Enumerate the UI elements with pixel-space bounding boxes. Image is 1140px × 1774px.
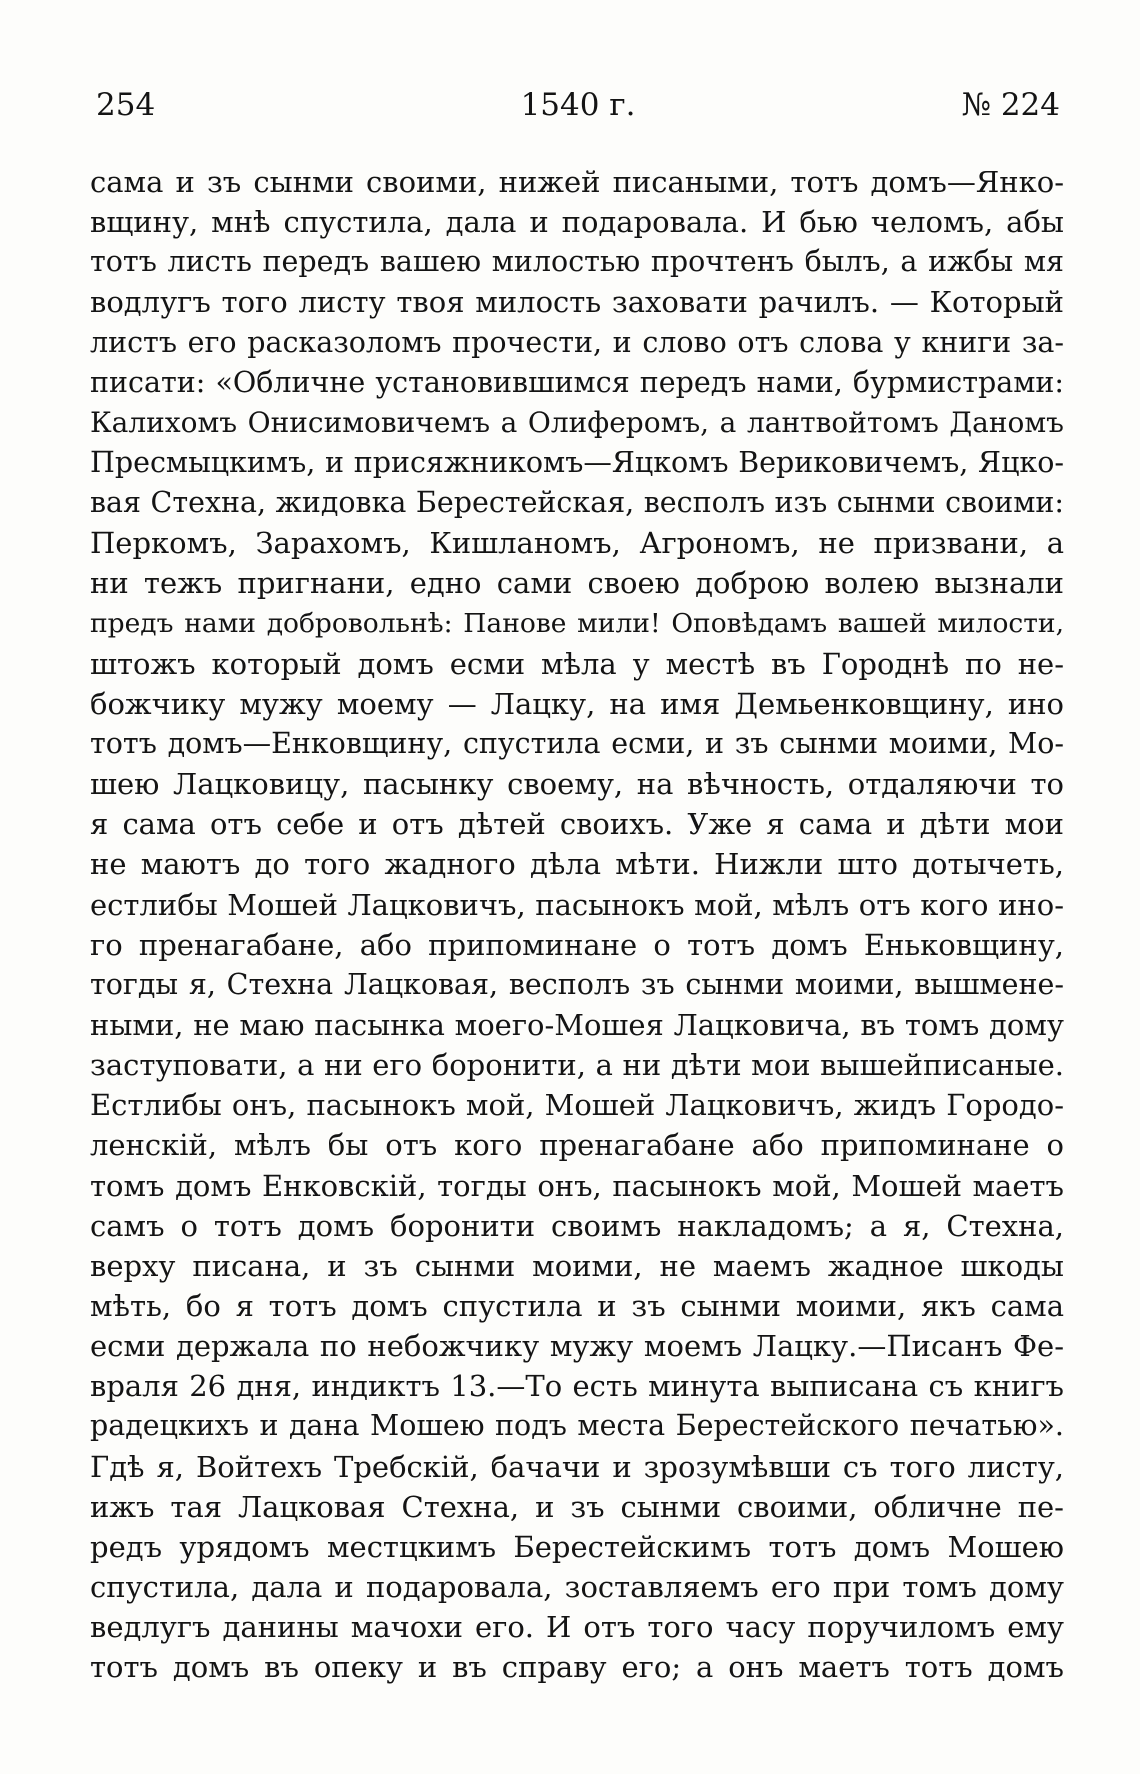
body-text — [90, 162, 1064, 1687]
text-line: ни тежъ пригнани, едно сами своею доброю волею вызнали — [90, 566, 1064, 601]
text-line: ными, не маю пасынка моего-Мошея Лацковича, въ томъ дому — [90, 1007, 1064, 1042]
text-line: тотъ листь передъ вашею милостью прочтенъ былъ, а ижбы мя — [90, 245, 1064, 279]
text-line: мѣть, бо я тотъ домъ спустила и зъ сынми моими, якъ сама — [90, 1288, 1064, 1323]
text-line: Калихомъ Онисимовичемъ а Олиферомъ, а лантвойтомъ Даномъ — [90, 405, 1064, 439]
text-line: Естлибы онъ, пасынокъ мой, Мошей Лацковичъ, жидъ Городо- — [90, 1088, 1064, 1123]
text-line: спустила, дала и подаровала, зоставляемъ его при томъ дому — [90, 1569, 1064, 1604]
text-line: тотъ домъ въ опеку и въ справу его; а онъ маетъ тотъ домъ — [90, 1650, 1064, 1685]
text-line: есми держала по небожчику мужу моемъ Лацку.—Писанъ Фе- — [90, 1329, 1064, 1364]
text-line: я сама отъ себе и отъ дѣтей своихъ. Уже я сама и дѣти мои — [90, 807, 1064, 842]
text-line: Перкомъ, Зарахомъ, Кишланомъ, Агрономъ, не призвани, а — [90, 526, 1064, 561]
page-number: 254 — [96, 87, 156, 123]
text-line: предъ нами добровольнѣ: Панове мили! Оповѣдамъ вашей милости, — [90, 607, 1064, 639]
text-line: ведлугъ данины мачохи его. И отъ того часу поручиломъ ему — [90, 1610, 1064, 1645]
text-line: тотъ домъ—Енковщину, спустила есми, и зъ сынми моими, Мо- — [90, 726, 1064, 760]
text-line: штожъ который домъ есми мѣла у местѣ въ Городнѣ по не- — [90, 646, 1064, 681]
text-line: томъ домъ Енковскій, тогды онъ, пасынокъ мой, Мошей маетъ — [90, 1168, 1064, 1203]
text-line: вая Стехна, жидовка Берестейская, весполъ изъ сынми своими: — [90, 486, 1064, 520]
text-line: верху писана, и зъ сынми моими, не маемъ жадное шкоды — [90, 1248, 1064, 1283]
text-line: заступовати, а ни его боронити, а ни дѣти мои вышейписаные. — [90, 1048, 1064, 1083]
text-line: ижъ тая Лацковая Стехна, и зъ сынми своими, обличне пе- — [90, 1489, 1064, 1524]
text-line: водлугъ того листу твоя милость заховати рачилъ. — Который — [90, 285, 1064, 320]
text-line: шею Лацковицу, пасынку своему, на вѣчность, отдаляючи то — [90, 767, 1064, 802]
text-line: не маютъ до того жадного дѣла мѣти. Нижли што дотычеть, — [90, 847, 1064, 882]
page-header — [96, 82, 1060, 128]
text-line: вщину, мнѣ спустила, дала и подаровала. И бью челомъ, абы — [90, 205, 1064, 240]
year-heading: 1540 г. — [520, 87, 636, 123]
text-line: радецкихъ и дана Мошею подъ места Берестейского печатью». — [90, 1409, 1064, 1443]
text-line: сама и зъ сынми своими, нижей писаными, тотъ домъ—Янко- — [90, 165, 1064, 199]
text-line: ленскій, мѣлъ бы отъ кого пренагабане або припоминане о — [90, 1128, 1064, 1163]
text-line: писати: «Обличне установившимся передъ нами, бурмистрами: — [90, 365, 1064, 399]
text-line: тогды я, Стехна Лацковая, весполъ зъ сынми моими, вышмене- — [90, 967, 1064, 1001]
text-line: божчику мужу моему — Лацку, на имя Демьенковщину, ино — [90, 686, 1064, 721]
text-line: враля 26 дня, индиктъ 13.—То есть минута выписана съ книгъ — [90, 1369, 1064, 1404]
text-line: го пренагабане, або припоминане о тотъ домъ Еньковщину, — [90, 927, 1064, 962]
text-line: самъ о тотъ домъ боронити своимъ накладомъ; а я, Стехна, — [90, 1208, 1064, 1243]
text-line: листъ его расказоломъ прочести, и слово отъ слова у книги за- — [90, 325, 1064, 359]
text-line: редъ урядомъ местцкимъ Берестейскимъ тотъ домъ Мошею — [90, 1529, 1064, 1564]
text-line: Гдѣ я, Войтехъ Требскій, бачачи и зрозумѣвши съ того листу, — [90, 1449, 1064, 1484]
text-line: естлибы Мошей Лацковичъ, пасынокъ мой, мѣлъ отъ кого ино- — [90, 887, 1064, 922]
document-number: № 224 — [961, 87, 1060, 123]
text-line: Пресмыцкимъ, и присяжникомъ—Яцкомъ Вериковичемъ, Яцко- — [90, 445, 1064, 479]
